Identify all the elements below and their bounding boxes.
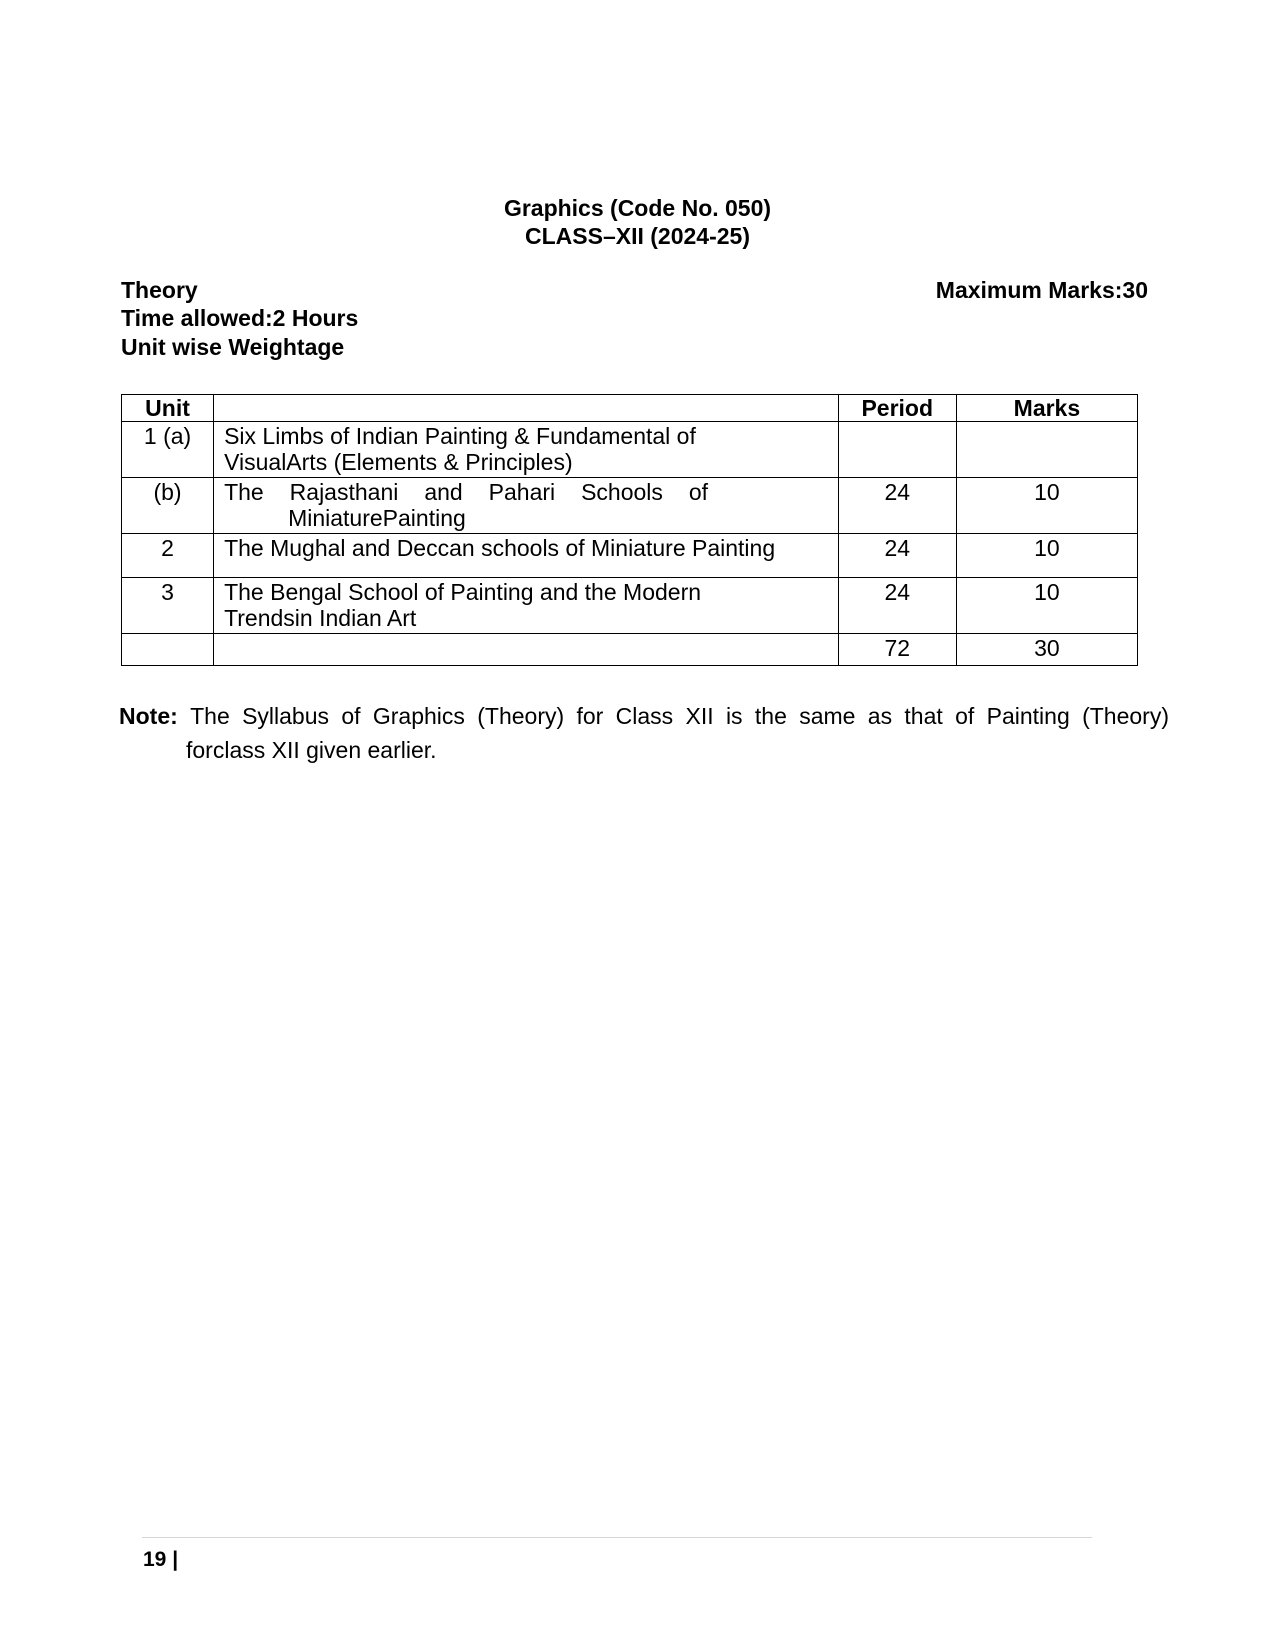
note-word: The [190, 703, 230, 729]
unit-wise-weightage: Unit wise Weightage [121, 334, 345, 360]
time-allowed: Time allowed:2 Hours [121, 305, 359, 331]
period-cell: 24 [838, 534, 956, 578]
document-title: Graphics (Code No. 050) [503, 195, 772, 221]
table-row [122, 422, 1138, 478]
header-marks: Marks [956, 395, 1137, 422]
topic-cell [214, 634, 839, 666]
unit-cell [122, 634, 214, 666]
maximum-marks: Maximum Marks:30 [935, 277, 1148, 303]
table-row [122, 578, 1138, 634]
topic-line: Trendsin Indian Art [224, 605, 417, 631]
header-topic [214, 395, 839, 422]
unit-cell: (b) [122, 478, 214, 534]
topic-cell [214, 422, 839, 478]
note-word: Syllabus [242, 703, 330, 729]
page-number: 19 | [143, 1548, 179, 1571]
note-word: as [867, 703, 893, 729]
note-word: for [576, 703, 604, 729]
marks-cell: 10 [956, 578, 1137, 634]
marks-cell [956, 422, 1137, 478]
note-word: Class [615, 703, 674, 729]
topic-line: MiniaturePainting [288, 505, 466, 531]
topic-line: VisualArts (Elements & Principles) [224, 449, 573, 475]
topic-line: The Bengal School of Painting and the Modern [224, 579, 702, 605]
topic-word: Pahari [488, 479, 556, 505]
marks-cell: 10 [956, 478, 1137, 534]
note-word: Painting [986, 703, 1070, 729]
note-line [119, 699, 1169, 733]
note-word: Graphics [372, 703, 465, 729]
period-cell: 24 [838, 578, 956, 634]
topic-word: and [424, 479, 463, 505]
table-row [122, 534, 1138, 578]
note-word: the [754, 703, 787, 729]
topic-word: Schools [581, 479, 663, 505]
table-header-row [122, 395, 1138, 422]
note-line: forclass XII given earlier. [186, 737, 437, 763]
header-unit: Unit [122, 395, 214, 422]
note-paragraph [119, 699, 1169, 767]
note-word: (Theory) [1082, 703, 1169, 729]
weightage-table [121, 394, 1138, 666]
note-label: Note: [119, 703, 178, 729]
period-cell [838, 422, 956, 478]
note-word: that [904, 703, 943, 729]
topic-cell [214, 578, 839, 634]
topic-line: The Mughal and Deccan schools of Miniature Painting [224, 535, 776, 561]
note-word: is [725, 703, 743, 729]
theory-heading: Theory [121, 277, 198, 303]
topic-line [224, 479, 708, 505]
topic-cell [214, 534, 839, 578]
class-subtitle: CLASS–XII (2024-25) [525, 223, 750, 249]
total-marks-cell: 30 [956, 634, 1137, 666]
marks-cell: 10 [956, 534, 1137, 578]
topic-word: Rajasthani [289, 479, 399, 505]
total-period-cell: 72 [838, 634, 956, 666]
period-cell: 24 [838, 478, 956, 534]
unit-cell: 1 (a) [122, 422, 214, 478]
footer-divider [142, 1537, 1092, 1538]
table-row [122, 478, 1138, 534]
total-row [122, 634, 1138, 666]
note-word: XII [685, 703, 714, 729]
note-word: (Theory) [477, 703, 565, 729]
note-word: of [955, 703, 975, 729]
topic-cell [214, 478, 839, 534]
topic-word: The [224, 479, 264, 505]
unit-cell: 3 [122, 578, 214, 634]
unit-cell: 2 [122, 534, 214, 578]
note-word: same [799, 703, 856, 729]
topic-word: of [688, 479, 709, 505]
topic-line: Six Limbs of Indian Painting & Fundamental of [224, 423, 696, 449]
header-period: Period [838, 395, 956, 422]
note-word: of [341, 703, 361, 729]
